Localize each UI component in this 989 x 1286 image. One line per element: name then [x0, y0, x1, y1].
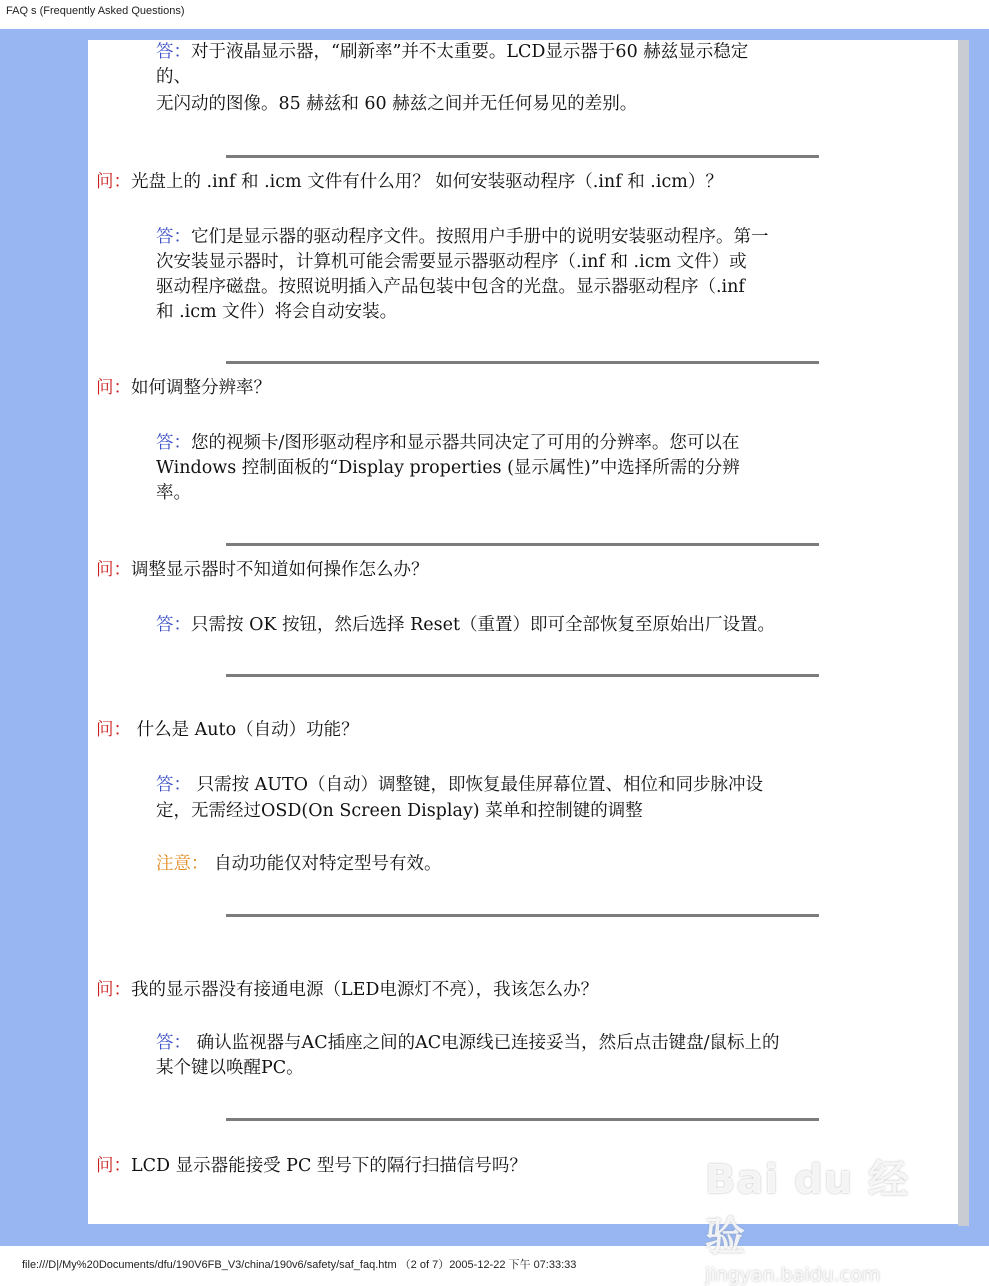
answer-label: 答： [156, 433, 191, 453]
note-auto: 注意： 自动功能仅对特定型号有效。 [156, 854, 442, 874]
answer-auto-line1: 答： 只需按 AUTO（自动）调整键，即恢复最佳屏幕位置、相位和同步脉冲设 [156, 775, 764, 795]
question-power: 问：我的显示器没有接通电源（LED电源灯不亮），我该怎么办？ [96, 980, 599, 1000]
answer-label: 答： [156, 615, 191, 635]
answer-power-line2: 某个键以唤醒PC。 [156, 1058, 304, 1078]
separator-rule [226, 914, 819, 917]
answer-label: 答： [156, 1033, 191, 1053]
separator-rule [226, 543, 819, 546]
separator-rule [226, 674, 819, 677]
watermark-url: jingyan.baidu.com [705, 1264, 881, 1286]
question-label: 问： [96, 378, 131, 398]
answer-inf-line3: 驱动程序磁盘。按照说明插入产品包装中包含的光盘。显示器驱动程序（.inf [156, 277, 745, 297]
answer-resolution-line3: 率。 [156, 483, 191, 503]
question-label: 问： [96, 720, 131, 740]
answer-label: 答： [156, 227, 191, 247]
separator-rule [226, 155, 819, 158]
answer-resolution-line2: Windows 控制面板的“Display properties (显示属性)”中选择所需的分辨 [156, 458, 740, 478]
print-footer: file:///D|/My%20Documents/dfu/190V6FB_V3/china/190v6/safety/saf_faq.htm （2 of 7）2005-12-22 下午 07:33:33 [22, 1259, 577, 1271]
answer-label: 答： [156, 775, 191, 795]
question-label: 问： [96, 560, 131, 580]
answer-refresh-line3: 无闪动的图像。85 赫兹和 60 赫兹之间并无任何易见的差别。 [156, 94, 638, 114]
question-label: 问： [96, 172, 131, 192]
answer-inf-line1: 答：它们是显示器的驱动程序文件。按照用户手册中的说明安装驱动程序。第一 [156, 227, 769, 247]
answer-power-line1: 答： 确认监视器与AC插座之间的AC电源线已连接妥当，然后点击键盘/鼠标上的 [156, 1033, 780, 1053]
answer-auto-line2: 定，无需经过OSD(On Screen Display) 菜单和控制键的调整 [156, 801, 643, 821]
answer-inf-line4: 和 .icm 文件）将会自动安装。 [156, 302, 398, 322]
answer-refresh-line1: 答：对于液晶显示器，“刷新率”并不太重要。LCD显示器于60 赫兹显示稳定 [156, 42, 749, 62]
watermark-brand: Bai du 经验 [705, 1157, 910, 1260]
question-label: 问： [96, 980, 131, 1000]
question-lcd-interlaced: 问：LCD 显示器能接受 PC 型号下的隔行扫描信号吗？ [96, 1156, 527, 1176]
separator-rule [226, 1118, 819, 1121]
answer-resolution-line1: 答：您的视频卡/图形驱动程序和显示器共同决定了可用的分辨率。您可以在 [156, 433, 740, 453]
answer-adjust-line1: 答：只需按 OK 按钮，然后选择 Reset（重置）即可全部恢复至原始出厂设置。 [156, 615, 776, 635]
question-inf-icm: 问：光盘上的 .inf 和 .icm 文件有什么用？ 如何安装驱动程序（.inf 和 .icm）？ [96, 172, 723, 192]
answer-inf-line2: 次安装显示器时，计算机可能会需要显示器驱动程序（.inf 和 .icm 文件）或 [156, 252, 747, 272]
print-header: FAQ s (Frequently Asked Questions) [6, 5, 185, 17]
scroll-strip [958, 40, 969, 1226]
answer-label: 答： [156, 42, 191, 62]
note-label: 注意： [156, 854, 209, 874]
question-label: 问： [96, 1156, 131, 1176]
answer-refresh-line2: 的、 [156, 67, 191, 87]
question-adjust: 问：调整显示器时不知道如何操作怎么办？ [96, 560, 429, 580]
separator-rule [226, 361, 819, 364]
question-resolution: 问：如何调整分辨率？ [96, 378, 271, 398]
watermark [705, 1148, 945, 1286]
question-auto: 问： 什么是 Auto（自动）功能？ [96, 720, 359, 740]
